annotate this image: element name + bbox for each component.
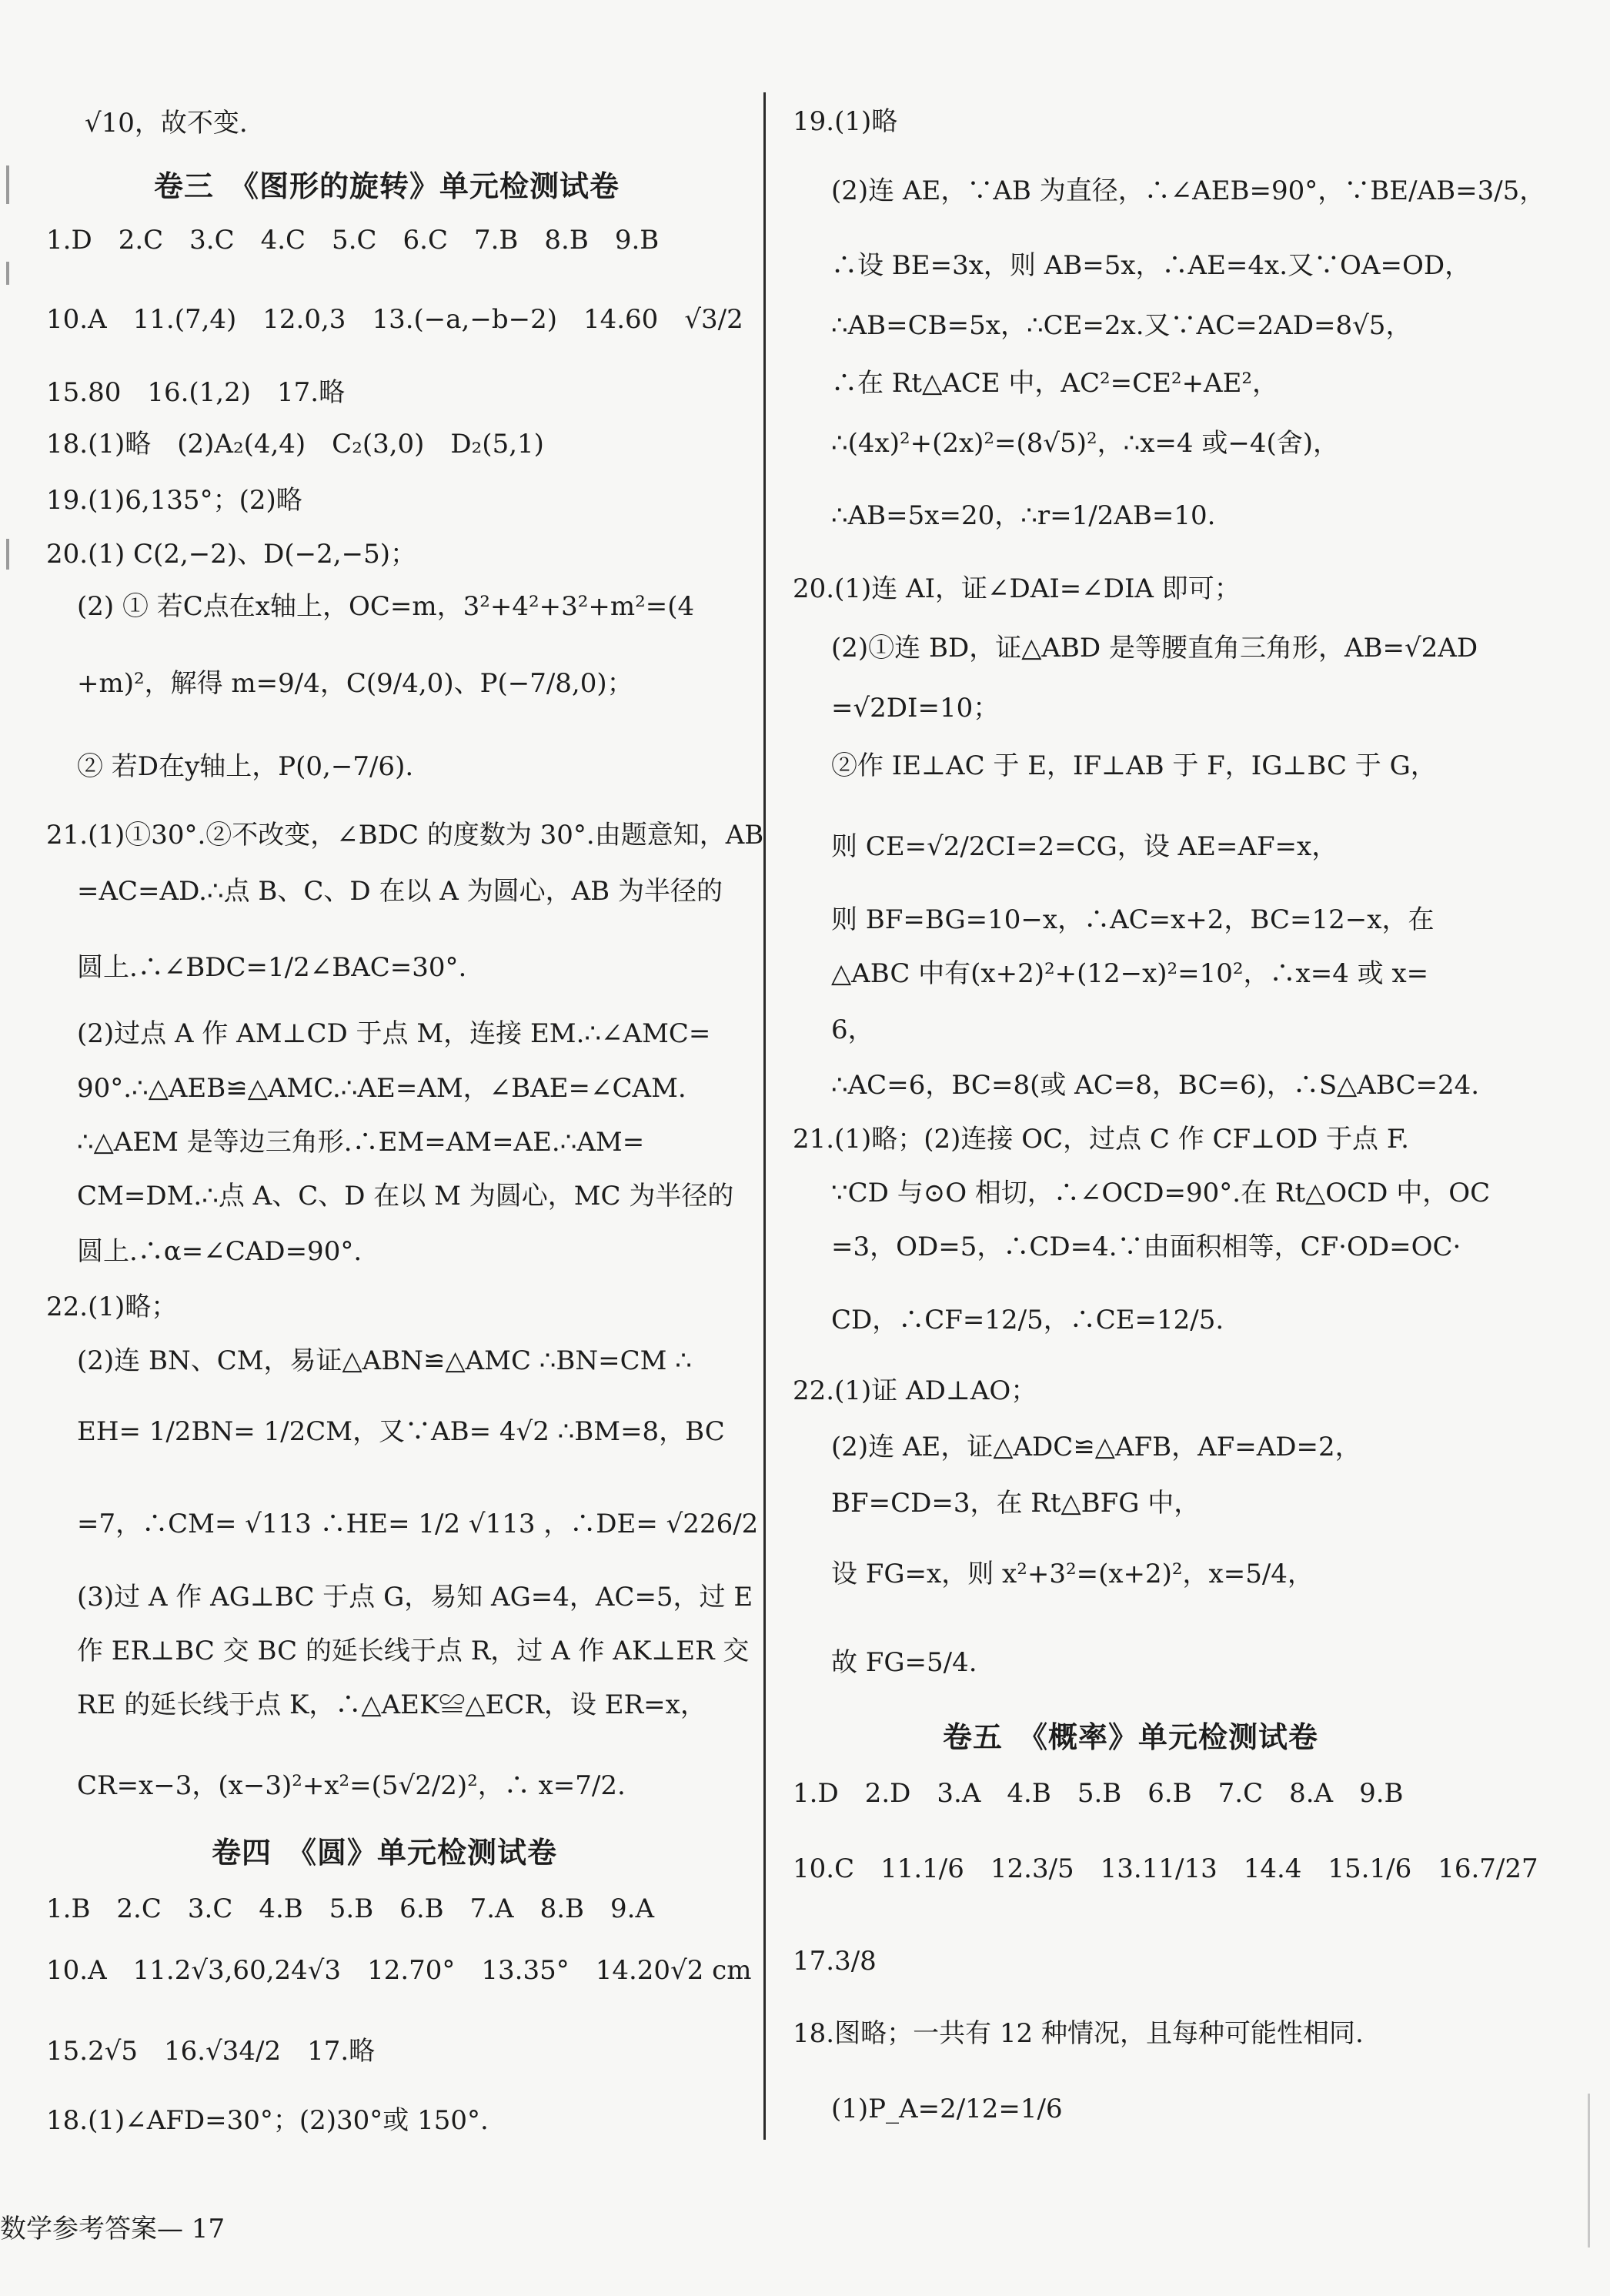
answer-line: =7，∴CM= √113 ∴HE= 1/2 √113 ，∴DE= √226/2 <box>77 1509 759 1539</box>
answer-line: 作 ER⊥BC 交 BC 的延长线于点 R，过 A 作 AK⊥ER 交 <box>77 1636 750 1666</box>
answer-line: CR=x−3，(x−3)²+x²=(5√2/2)²，∴ x=7/2. <box>77 1770 626 1801</box>
answer-line: =√2DI=10； <box>831 693 1000 724</box>
answer-line: 19.(1)略 <box>793 106 898 137</box>
section-heading: 卷四 《圆》单元检测试卷 <box>212 1836 558 1870</box>
answer-line: 则 BF=BG=10−x，∴AC=x+2，BC=12−x，在 <box>831 904 1435 935</box>
answer-line: 19.(1)6,135°；(2)略 <box>46 485 302 516</box>
answer-line: =3，OD=5，∴CD=4.∵由面积相等，CF·OD=OC· <box>831 1232 1461 1262</box>
answer-line: ② 若D在y轴上，P(0,−7/6). <box>77 751 414 782</box>
answer-line: 1.B 2.C 3.C 4.B 5.B 6.B 7.A 8.B 9.A <box>46 1893 655 1924</box>
answer-line: (3)过 A 作 AG⊥BC 于点 G，易知 AG=4，AC=5，过 E <box>77 1582 753 1613</box>
answer-line: 21.(1)略；(2)连接 OC，过点 C 作 CF⊥OD 于点 F. <box>793 1124 1409 1155</box>
answer-line: △ABC 中有(x+2)²+(12−x)²=10²，∴x=4 或 x= <box>831 958 1429 989</box>
answer-line: (1)P_A=2/12=1/6 <box>831 2094 1063 2124</box>
edge-scan-mark <box>6 539 9 570</box>
answer-line: 10.A 11.2√3,60,24√3 12.70° 13.35° 14.20√2 cm <box>46 1955 752 1986</box>
answer-line: 17.3/8 <box>793 1946 877 1977</box>
answer-line: 圆上.∴α=∠CAD=90°. <box>77 1236 362 1267</box>
page-footer: 数学参考答案— 17 <box>0 2214 225 2244</box>
answer-line: ∴在 Rt△ACE 中，AC²=CE²+AE²， <box>831 368 1279 399</box>
answer-line: ∴AB=CB=5x，∴CE=2x.又∵AC=2AD=8√5， <box>831 310 1412 341</box>
answer-line: 圆上.∴∠BDC=1/2∠BAC=30°. <box>77 952 467 983</box>
answer-line: √10，故不变. <box>85 108 248 139</box>
answer-line: 1.D 2.C 3.C 4.C 5.C 6.C 7.B 8.B 9.B <box>46 225 660 256</box>
answer-line: 15.80 16.(1,2) 17.略 <box>46 377 346 408</box>
answer-line: 6， <box>831 1014 874 1045</box>
answer-line: ②作 IE⊥AC 于 E，IF⊥AB 于 F，IG⊥BC 于 G， <box>831 750 1437 781</box>
answer-line: 18.图略；一共有 12 种情况，且每种可能性相同. <box>793 2018 1364 2049</box>
answer-line: 18.(1)略 (2)A₂(4,4) C₂(3,0) D₂(5,1) <box>46 429 544 460</box>
answer-line: ∴△AEM 是等边三角形.∴EM=AM=AE.∴AM= <box>77 1127 645 1158</box>
answer-line: 10.A 11.(7,4) 12.0,3 13.(−a,−b−2) 14.60 √3/2 <box>46 304 743 335</box>
answer-line: ∴(4x)²+(2x)²=(8√5)²，∴x=4 或−4(舍)， <box>831 428 1340 459</box>
answer-line: 1.D 2.D 3.A 4.B 5.B 6.B 7.C 8.A 9.B <box>793 1778 1404 1809</box>
answer-line: (2)过点 A 作 AM⊥CD 于点 M，连接 EM.∴∠AMC= <box>77 1018 711 1049</box>
answer-line: ∴设 BE=3x，则 AB=5x，∴AE=4x.又∵OA=OD， <box>831 250 1471 281</box>
answer-line: ∴AC=6，BC=8(或 AC=8，BC=6)，∴S△ABC=24. <box>831 1070 1480 1101</box>
answer-line: 21.(1)①30°.②不改变，∠BDC 的度数为 30°.由题意知，AB <box>46 820 764 851</box>
answer-line: 设 FG=x，则 x²+3²=(x+2)²，x=5/4， <box>831 1559 1314 1589</box>
answer-line: 则 CE=√2/2CI=2=CG，设 AE=AF=x， <box>831 831 1338 862</box>
answer-line: 90°.∴△AEB≌△AMC.∴AE=AM，∠BAE=∠CAM. <box>77 1073 686 1104</box>
column-divider <box>763 92 766 2140</box>
section-heading: 卷三 《图形的旋转》单元检测试卷 <box>154 169 620 203</box>
answer-line: (2)连 AE，证△ADC≌△AFB，AF=AD=2， <box>831 1432 1361 1462</box>
answer-line: 18.(1)∠AFD=30°；(2)30°或 150°. <box>46 2105 489 2136</box>
answer-line: 22.(1)证 AD⊥AO； <box>793 1375 1037 1406</box>
answer-line: 22.(1)略； <box>46 1292 178 1322</box>
answer-line: ∵CD 与⊙O 相切，∴∠OCD=90°.在 Rt△OCD 中，OC <box>831 1178 1491 1208</box>
answer-line: (2) ① 若C点在x轴上，OC=m，3²+4²+3²+m²=(4 <box>77 591 695 622</box>
edge-scan-mark <box>6 262 9 285</box>
section-heading: 卷五 《概率》单元检测试卷 <box>943 1720 1319 1754</box>
answer-line: 20.(1) C(2,−2)、D(−2,−5)； <box>46 539 416 570</box>
answer-line: CD，∴CF=12/5，∴CE=12/5. <box>831 1305 1224 1335</box>
answer-line: ∴AB=5x=20，∴r=1/2AB=10. <box>831 500 1216 531</box>
edge-scan-mark <box>1588 2094 1590 2248</box>
answer-line: 故 FG=5/4. <box>831 1647 977 1678</box>
answer-line: (2)连 AE，∵AB 为直径，∴∠AEB=90°，∵BE/AB=3/5， <box>831 175 1546 206</box>
answer-line: 10.C 11.1/6 12.3/5 13.11/13 14.4 15.1/6 16.7/27 <box>793 1853 1538 1884</box>
answer-line: (2)连 BN、CM，易证△ABN≌△AMC ∴BN=CM ∴ <box>77 1345 692 1376</box>
edge-scan-mark <box>6 165 9 204</box>
answer-line: BF=CD=3，在 Rt△BFG 中， <box>831 1488 1201 1519</box>
answer-line: 15.2√5 16.√34/2 17.略 <box>46 2036 376 2067</box>
answer-line: EH= 1/2BN= 1/2CM，又∵AB= 4√2 ∴BM=8，BC <box>77 1416 725 1447</box>
answer-line: CM=DM.∴点 A、C、D 在以 M 为圆心，MC 为半径的 <box>77 1181 734 1211</box>
answer-line: +m)²，解得 m=9/4，C(9/4,0)、P(−7/8,0)； <box>77 668 633 699</box>
answer-line: (2)①连 BD，证△ABD 是等腰直角三角形，AB=√2AD <box>831 633 1478 663</box>
answer-line: RE 的延长线于点 K，∴△AEK≌△ECR，设 ER=x， <box>77 1689 706 1720</box>
answer-line: =AC=AD.∴点 B、C、D 在以 A 为圆心，AB 为半径的 <box>77 876 723 907</box>
answer-line: 20.(1)连 AI，证∠DAI=∠DIA 即可； <box>793 573 1241 604</box>
